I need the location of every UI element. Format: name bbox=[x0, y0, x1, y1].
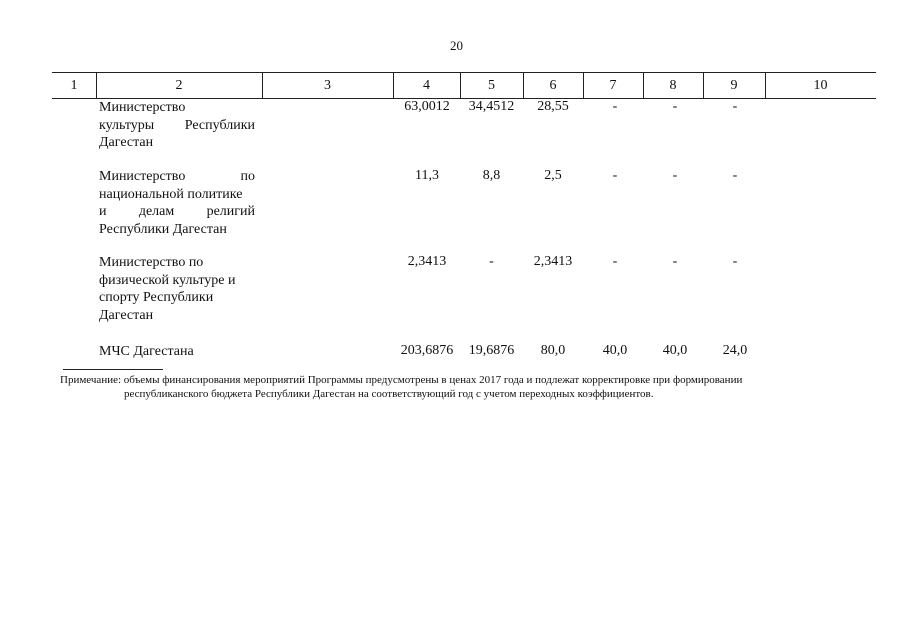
footnote bbox=[60, 373, 840, 401]
table-cell: 34,4512 bbox=[468, 99, 515, 114]
row-name-line: культуры Республики bbox=[99, 117, 255, 133]
table-cell: 2,3413 bbox=[533, 254, 573, 269]
table-cell: 19,6876 bbox=[468, 343, 515, 358]
table-cell: 2,3413 bbox=[407, 254, 447, 269]
column-header-5: 5 bbox=[488, 78, 495, 93]
row-name-line: Дагестан bbox=[99, 307, 154, 323]
column-header-9: 9 bbox=[730, 78, 738, 93]
table-cell: 2,5 bbox=[544, 168, 562, 183]
table-cell: - bbox=[732, 254, 738, 269]
table-cell: 11,3 bbox=[415, 168, 439, 183]
table-cell: 203,6876 bbox=[400, 343, 454, 358]
column-header-1: 1 bbox=[70, 78, 78, 93]
row-name-line: национальной политике bbox=[99, 186, 243, 202]
table-cell: - bbox=[672, 254, 678, 269]
table-cell: 8,8 bbox=[482, 168, 501, 183]
footnote-line: республиканского бюджета Республики Дагестан на соответствующий год с учетом переходных коэффициентов. bbox=[124, 388, 654, 400]
row-name-line: Дагестан bbox=[99, 135, 154, 150]
row-name-line: Республики Дагестан bbox=[99, 221, 227, 237]
table-cell: 40,0 bbox=[602, 343, 628, 358]
row-name-line: Министерство по bbox=[99, 255, 204, 270]
table-row-name bbox=[99, 254, 255, 324]
table-cell: 40,0 bbox=[662, 343, 688, 358]
table-cell: - bbox=[489, 254, 494, 269]
column-header-3: 3 bbox=[324, 78, 331, 93]
row-name-line: и делам религий bbox=[99, 204, 255, 219]
row-name-line: МЧС Дагестана bbox=[99, 344, 194, 359]
row-name-line: спорту Республики bbox=[99, 290, 214, 305]
table-cell: 24,0 bbox=[722, 343, 748, 358]
row-name-line: Министерство по bbox=[99, 169, 255, 184]
table-cell: - bbox=[612, 254, 618, 269]
table-cell: 28,55 bbox=[537, 99, 569, 114]
table-row-name bbox=[99, 168, 255, 238]
table-cell: - bbox=[612, 99, 618, 114]
table-cell: 63,0012 bbox=[404, 99, 450, 114]
footnote-rule bbox=[63, 369, 163, 370]
row-name-line: Министерство bbox=[99, 100, 186, 115]
table-cell: - bbox=[672, 168, 678, 183]
page-number: 20 bbox=[450, 38, 463, 53]
column-header-4: 4 bbox=[423, 78, 430, 93]
table-row-name bbox=[99, 343, 255, 361]
table-cell: - bbox=[612, 168, 618, 183]
row-name-line: физической культуре и bbox=[99, 272, 236, 288]
table-cell: 80,0 bbox=[540, 343, 566, 358]
table-cell: - bbox=[732, 99, 738, 114]
column-header-10: 10 bbox=[813, 78, 828, 93]
table-row-name bbox=[99, 99, 255, 152]
column-header-8: 8 bbox=[669, 78, 677, 93]
column-header-7: 7 bbox=[609, 78, 617, 93]
footnote-line: Примечание: объемы финансирования мероприятий Программы предусмотрены в ценах 2017 года и подлежат корректировке при формировании bbox=[60, 374, 743, 386]
table-cell: - bbox=[672, 99, 678, 114]
column-header-2: 2 bbox=[175, 78, 183, 93]
table-cell: - bbox=[732, 168, 738, 183]
column-header-6: 6 bbox=[549, 78, 557, 93]
